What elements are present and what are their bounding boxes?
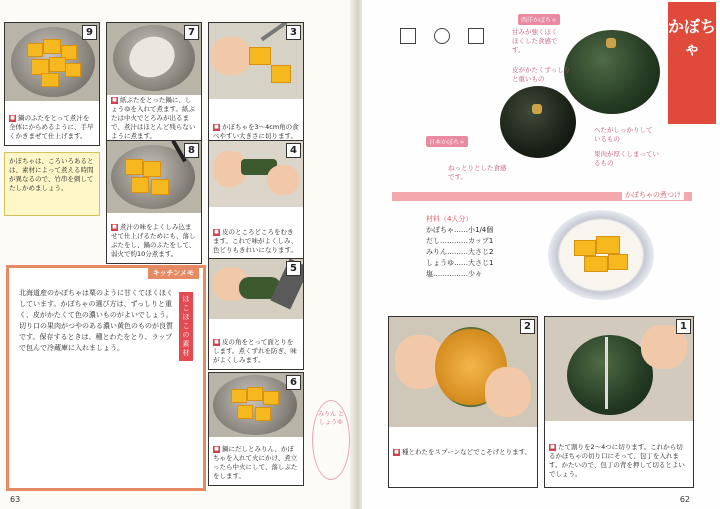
step-number: 7 [184, 25, 199, 40]
clock-icon [434, 28, 450, 44]
japanese-pumpkin-image [500, 86, 576, 158]
step-number: 3 [286, 25, 301, 40]
page-title: かぼちゃ [668, 2, 716, 124]
kitchen-memo-text: 北海道産のかぼちゃは栗のように甘くてほくほくしています。かぼちゃの選び方は、ずっしりと重く、皮がかたくて色の濃いものがよいでしょう。切り口の果肉がつやのある濃い黄色のものが良質です。保存するときは、種とわたをとり、ラップで包んで冷蔵庫に入れましょう。 [19, 289, 173, 352]
section-heading-bar [392, 192, 692, 201]
japanese-pumpkin-label: 日本かぼちゃ [426, 136, 468, 147]
kitchen-memo-tag: キッチンメモ [148, 267, 199, 279]
side-note: 果肉が厚くしまっているもの [594, 150, 659, 167]
step-1-panel [544, 316, 694, 488]
step-caption: ■ たて割りを2〜4つに切ります。これから切るかぼちゃの切り口にそって、包丁を入れます。かたいので、包丁の背を押して切るとよいでしょう。 [549, 443, 685, 478]
step-caption: ■ 種とわたをスプーンなどでこそげとります。 [394, 448, 532, 456]
step-number: 2 [520, 319, 535, 334]
step-caption: ■ 鍋のふたをとって煮汁を全体にからめるように、手早くかきまぜて仕上げます。 [9, 114, 94, 140]
step-9-panel [4, 22, 100, 146]
step-number: 9 [82, 25, 97, 40]
step-5-panel [208, 258, 304, 370]
western-pumpkin-label: 西洋かぼちゃ [518, 14, 560, 25]
ingredients-title: 材料（4人分） [426, 215, 473, 223]
side-note: へたがしっかりしているもの [594, 126, 653, 143]
side-note: 甘みが強くほくほくした食感です。 [512, 28, 558, 54]
kitchen-memo-box [6, 265, 206, 491]
step-4-panel [208, 140, 304, 260]
step-caption: ■ 煮汁の味をよくしみ込ませて仕上げるためにも、落しぶたをし、鍋のふたをして、弱火で約10分煮ます。 [111, 223, 196, 258]
step-number: 6 [286, 375, 301, 390]
step-number: 5 [286, 261, 301, 276]
finished-dish-image [548, 210, 654, 300]
tip-note: かぼちゃは、ころいろあるとは、素材によって煮える時間が異なるので、竹串を刺してたしかめましょう。 [4, 152, 100, 216]
ingredient-item: かぼちゃ……小1/4個 [426, 226, 494, 234]
step-1-photo [545, 317, 693, 421]
step-caption: ■ 皮の角をとって面とりをします。煮くずれを防ぎ、味がよくしみます。 [213, 338, 297, 364]
box-icon [468, 28, 484, 44]
ingredients-list [426, 214, 536, 304]
left-page [0, 0, 356, 509]
step-2-panel [388, 316, 538, 488]
right-page [362, 0, 720, 509]
ingredient-item: しょうゆ……大さじ1 [426, 259, 494, 267]
step-7-panel [106, 22, 202, 146]
step-number: 4 [286, 143, 301, 158]
step-caption: ■ 紙ぶたをとった鍋に、しょうゆを入れて煮ます。紙ぶたは中火でとろみが出るまで、煮汁はほとんど残らないように煮ます。 [111, 96, 196, 140]
ingredient-item: みりん………大さじ2 [426, 248, 494, 256]
step-caption: ■ 皮のところどころをむきます。これで味がよくしみ、色どりもきれいになります。 [213, 228, 298, 254]
page-number: 63 [10, 495, 21, 504]
ingredient-item: 塩……………少々 [426, 270, 482, 278]
ingredient-item: だし…………カップ1 [426, 237, 494, 245]
calendar-icon [400, 28, 416, 44]
step-number: 1 [676, 319, 691, 334]
kitchen-memo-heading: ほこほこの素材 [179, 292, 193, 361]
handwritten-stamp: みりん と しょうゆ [312, 400, 350, 480]
step-caption: ■ 鍋にだしとみりん、かぼちゃを入れて火にかけ、煮立ったら中火にして、落しぶたをします。 [213, 445, 298, 480]
step-3-panel [208, 22, 304, 146]
step-2-photo [389, 317, 537, 427]
page-number: 62 [679, 495, 690, 504]
step-number: 8 [184, 143, 199, 158]
step-caption: ■ かぼちゃを3〜4cm角の食べやすい大きさに切ります。 [213, 123, 299, 140]
step-6-panel [208, 372, 304, 486]
step-8-panel [106, 140, 202, 264]
section-title: かぼちゃの煮つけ [622, 190, 684, 200]
side-note: ねっとりとした食感です。 [448, 164, 507, 181]
side-note: 皮がかたくずっしりと重いもの [512, 66, 571, 83]
